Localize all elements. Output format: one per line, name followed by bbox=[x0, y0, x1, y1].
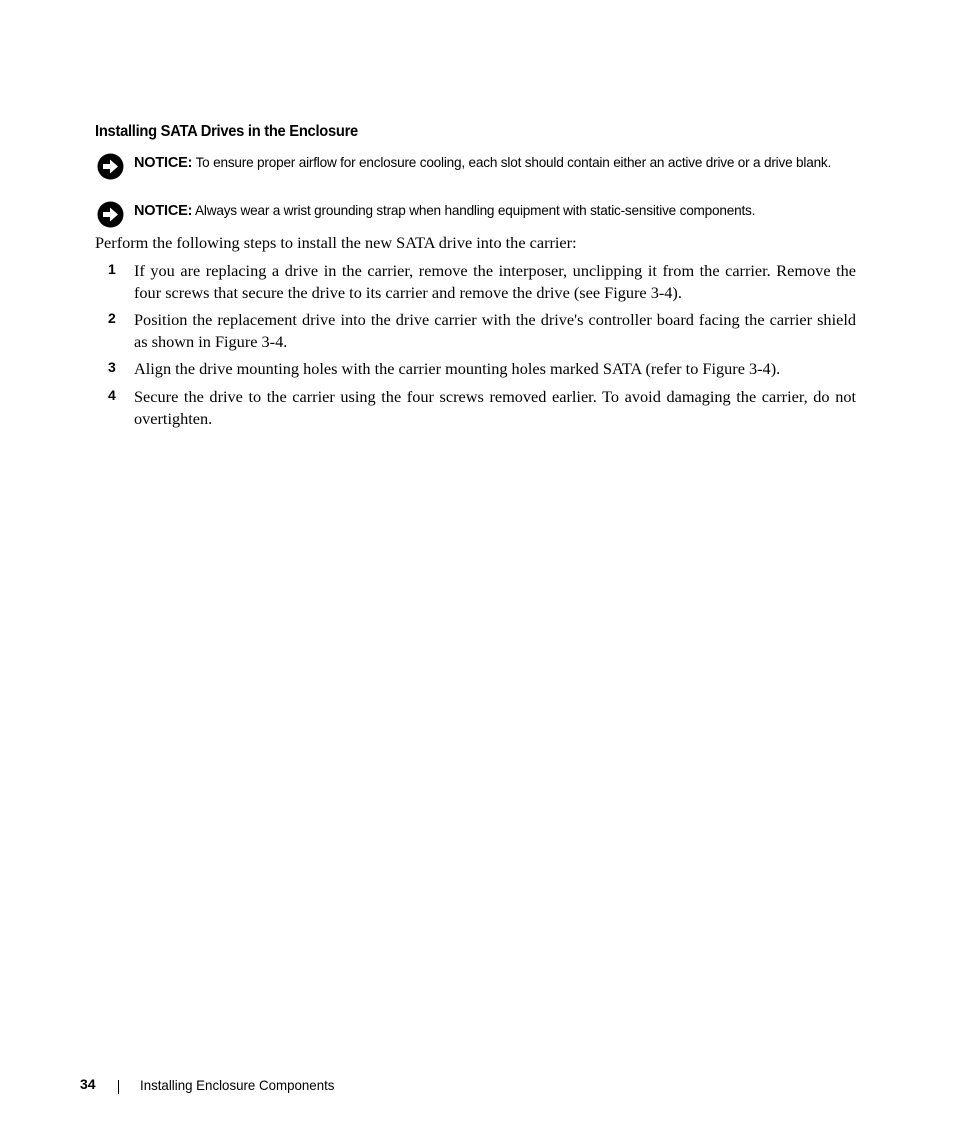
notice-text bbox=[134, 201, 857, 221]
page-footer bbox=[0, 1076, 954, 1096]
notice-label: NOTICE: bbox=[134, 203, 193, 219]
notice-text bbox=[134, 153, 857, 173]
step-text: If you are replacing a drive in the carrier, remove the interposer, unclipping it from the carrier. Remove the four screws that secure the drive to its carrier and remove the drive (see Figure 3-4). bbox=[134, 261, 856, 302]
step-number: 3 bbox=[108, 359, 116, 375]
notice-body: Always wear a wrist grounding strap when handling equipment with static-sensitive components. bbox=[195, 203, 756, 218]
notice-block bbox=[97, 201, 857, 227]
notice-label: NOTICE: bbox=[134, 155, 193, 171]
notice-block bbox=[97, 153, 857, 193]
notice-body: To ensure proper airflow for enclosure cooling, each slot should contain either an active drive or a drive blank. bbox=[195, 155, 832, 170]
step-text: Position the replacement drive into the drive carrier with the drive's controller board facing the carrier shield as shown in Figure 3-4. bbox=[134, 310, 856, 351]
step-number: 2 bbox=[108, 310, 116, 326]
step-text: Align the drive mounting holes with the carrier mounting holes marked SATA (refer to Figure 3-4). bbox=[134, 359, 781, 378]
page-number: 34 bbox=[80, 1076, 96, 1092]
step-number: 1 bbox=[108, 261, 116, 277]
section-heading: Installing SATA Drives in the Enclosure bbox=[95, 123, 358, 140]
notice-arrow-icon bbox=[97, 153, 124, 180]
notice-arrow-icon bbox=[97, 201, 124, 228]
footer-chapter-title: Installing Enclosure Components bbox=[140, 1077, 335, 1093]
step-text: Secure the drive to the carrier using the four screws removed earlier. To avoid damaging the carrier, do not overtighten. bbox=[134, 387, 856, 428]
step-number: 4 bbox=[108, 387, 116, 403]
intro-paragraph: Perform the following steps to install the new SATA drive into the carrier: bbox=[95, 233, 577, 252]
footer-divider bbox=[118, 1080, 119, 1094]
